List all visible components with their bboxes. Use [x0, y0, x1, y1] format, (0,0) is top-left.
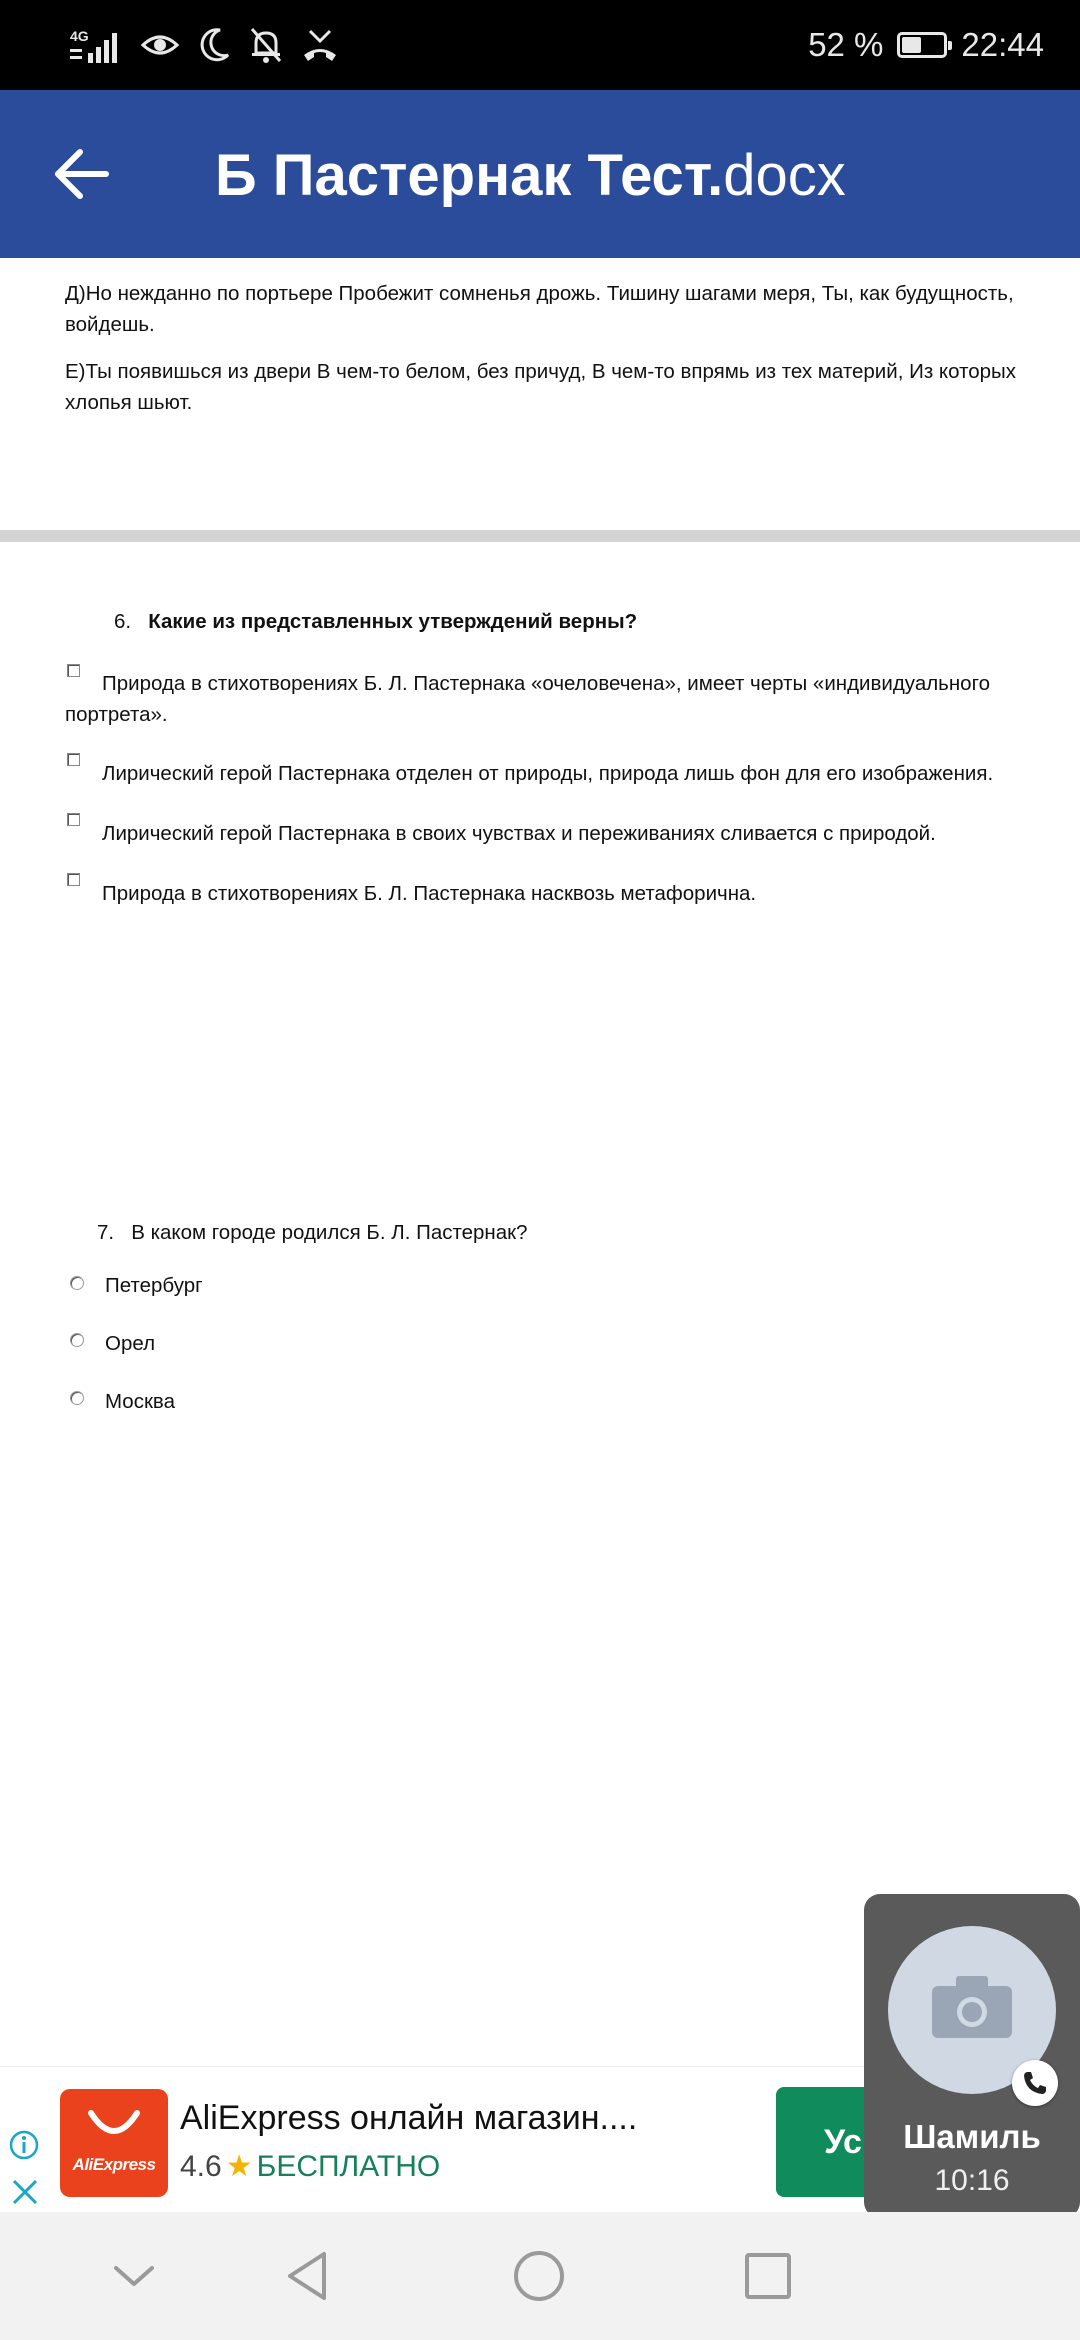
contact-name: Шамиль	[903, 2118, 1041, 2155]
checkbox-label-option-2: Лирический герой Пастернака отделен от природы, природа лишь фон для его изображения.	[102, 762, 994, 785]
notifications-off-icon	[248, 25, 284, 65]
home-circle-icon[interactable]	[511, 2248, 567, 2304]
title-main: Б Пастернак Тест.	[215, 143, 724, 208]
checkbox-label-option-4: Природа в стихотворениях Б. Л. Пастернака насквозь метафорична.	[102, 882, 757, 905]
title-extension: docx	[723, 143, 846, 208]
paragraph-e: Е)Ты появишься из двери В чем-то белом, без причуд, В чем-то впрямь из тех материй, Из которых хлопья шьют.	[65, 360, 1017, 414]
ad-info-icon[interactable]	[8, 2129, 40, 2161]
radio-label-option-3: Москва	[105, 1390, 175, 1413]
camera-icon	[928, 1972, 1016, 2042]
recent-apps-square-icon[interactable]	[740, 2248, 796, 2304]
svg-text:4G: 4G	[70, 28, 89, 44]
battery-icon	[897, 32, 947, 58]
ad-rating-value: 4.6	[180, 2150, 222, 2183]
phone-icon[interactable]	[1012, 2060, 1058, 2106]
aliexpress-logo[interactable]	[60, 2089, 168, 2197]
question-7-title	[97, 1221, 528, 1245]
missed-call-icon	[300, 25, 340, 65]
app-bar	[0, 90, 1080, 258]
radio-option-1[interactable]	[70, 1276, 84, 1290]
do-not-disturb-moon-icon	[196, 25, 232, 65]
question-6-number: 6.	[114, 610, 132, 633]
status-bar	[0, 0, 1080, 90]
back-triangle-icon[interactable]	[282, 2248, 338, 2304]
system-navigation-bar	[0, 2212, 1080, 2340]
radio-option-3[interactable]	[70, 1391, 84, 1405]
status-icons-right	[808, 22, 1044, 68]
page-break	[0, 530, 1080, 542]
radio-label-option-2: Орел	[105, 1332, 156, 1355]
question-7-text: В каком городе родился Б. Л. Пастернак?	[131, 1221, 528, 1244]
contact-time: 10:16	[934, 2164, 1010, 2197]
battery-percent: 52 %	[808, 26, 884, 63]
radio-option-2[interactable]	[70, 1333, 84, 1347]
question-6-text: Какие из представленных утверждений верны?	[148, 610, 638, 633]
ad-install-button[interactable]: Ус	[776, 2087, 936, 2197]
paragraph-d: Д)Но нежданно по портьере Пробежит сомненья дрожь. Тишину шагами меря, Ты, как будущность, войдешь.	[65, 282, 1014, 336]
battery-level-fill	[902, 37, 921, 53]
ad-rating-row	[180, 2149, 440, 2184]
status-icons-left	[68, 22, 340, 68]
ad-close-icon[interactable]	[10, 2177, 40, 2207]
document-title	[215, 142, 846, 209]
signal-4g-icon	[68, 25, 124, 65]
logo-brand-text: AliExpress	[72, 2155, 156, 2174]
ad-price: БЕСПЛАТНО	[256, 2150, 441, 2183]
star-icon: ★	[225, 2150, 253, 2183]
clock: 22:44	[961, 26, 1044, 63]
contact-call-bubble[interactable]	[864, 1894, 1080, 2218]
checkbox-label-option-1: Природа в стихотворениях Б. Л. Пастернака «очеловечена», имеет черты «индивидуального портрета».	[65, 672, 991, 726]
eye-comfort-icon	[140, 25, 180, 65]
question-7-number: 7.	[97, 1221, 115, 1244]
radio-label-option-1: Петербург	[105, 1274, 203, 1297]
question-6-title	[114, 610, 637, 634]
checkbox-label-option-3: Лирический герой Пастернака в своих чувствах и переживаниях сливается с природой.	[102, 822, 936, 845]
back-arrow-icon[interactable]	[52, 146, 112, 202]
shopping-bag-smile-icon	[85, 2109, 143, 2143]
chevron-down-icon[interactable]	[106, 2248, 162, 2304]
ad-app-name[interactable]: AliExpress онлайн магазин....	[180, 2099, 638, 2137]
document-viewer[interactable]	[0, 258, 1080, 2068]
